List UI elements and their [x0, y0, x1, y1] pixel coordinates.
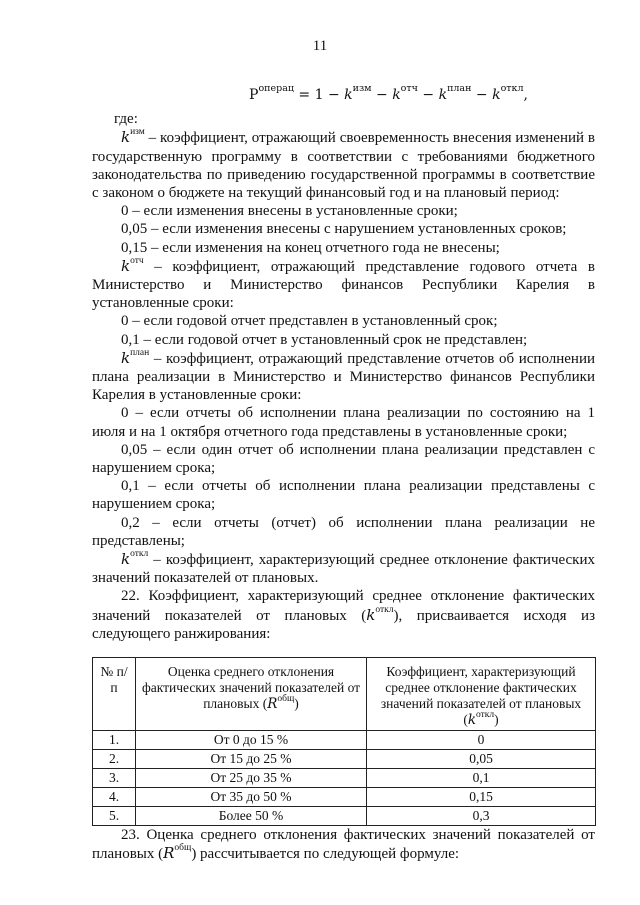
- k-symbol: k: [366, 605, 376, 624]
- formula-operational: [92, 83, 595, 104]
- row-number: 5.: [93, 807, 136, 826]
- formula-minus-2: −: [417, 87, 439, 103]
- row-range: От 35 до 50 %: [136, 788, 367, 807]
- kplan-text: – коэффициент, отражающий представление отчетов об исполнении плана реализации в Министерство и Министерство финансов Республики Карелия в установленные сроки:: [92, 350, 595, 404]
- kplan-value-01: 0,1 – если отчеты об исполнении плана реализации представлены с нарушением срока;: [92, 478, 595, 513]
- formula-end: ,: [523, 87, 528, 103]
- table-row: [93, 807, 596, 826]
- table-header-row: [93, 658, 596, 731]
- kplan-definition: [92, 349, 595, 405]
- kotch-text: – коэффициент, отражающий представление годового отчета в Министерство и Министерство финансов Республики Карелия в установленные сроки:: [92, 258, 595, 312]
- page-number: 11: [312, 38, 328, 54]
- r-symbol: R: [163, 844, 175, 863]
- table-row: [93, 750, 596, 769]
- row-number: 1.: [93, 731, 136, 750]
- header-deviation: Оценка среднего отклонения фактических значений показателей от плановых $(R^{общ})$: [136, 658, 367, 731]
- row-coefficient: 0,15: [367, 788, 596, 807]
- k-symbol: k: [121, 348, 131, 367]
- kotch-value-01: 0,1 – если годовой отчет в установленный срок не представлен;: [121, 331, 528, 348]
- p23-sup: общ: [174, 843, 192, 854]
- row-coefficient: 0: [367, 731, 596, 750]
- p22-text-b: ), присваивается исходя из следующего ранжирования:: [92, 607, 595, 642]
- kizm-sup: изм: [130, 127, 145, 138]
- formula-k4-sup: откл: [500, 83, 524, 95]
- row-number: 2.: [93, 750, 136, 769]
- kplan-sup: план: [130, 347, 150, 358]
- kizm-value-0: 0 – если изменения внесены в установленные сроки;: [121, 203, 458, 220]
- header-coefficient: Коэффициент, характеризующий среднее отклонение фактических значений показателей от плановых $(k^{откл})$: [367, 658, 596, 731]
- row-range: От 25 до 35 %: [136, 769, 367, 788]
- formula-k1-sup: изм: [352, 83, 372, 95]
- formula-left: P: [249, 87, 259, 103]
- r-symbol: R: [267, 696, 278, 713]
- table-row: [93, 788, 596, 807]
- formula-k4: k: [492, 87, 501, 103]
- formula-k3: k: [438, 87, 448, 103]
- kplan-value-005: 0,05 – если один отчет об исполнении плана реализации представлен с нарушением срока;: [92, 441, 595, 477]
- p22-sup: откл: [375, 604, 394, 615]
- kplan-value-02: 0,2 – если отчеты (отчет) об исполнении плана реализации не представлены;: [92, 514, 595, 549]
- kizm-text: – коэффициент, отражающий своевременность внесения изменений в государственную программу в соответствии с требованиями бюджетного законодательства по приведению государственной программы в соответствие с законом о бюджете на текущий финансовый год и на плановый период:: [92, 130, 595, 202]
- kotch-sup: отч: [130, 255, 144, 266]
- paragraph-22: [92, 587, 595, 643]
- k-symbol: k: [121, 550, 131, 569]
- row-coefficient: 0,3: [367, 807, 596, 826]
- formula-minus-3: −: [471, 87, 493, 103]
- kotch-definition: [92, 257, 595, 313]
- p23-text-b: ) рассчитывается по следующей формуле:: [191, 846, 460, 863]
- p22-text-a: 22. Коэффициент, характеризующий среднее отклонение фактических значений показателей от плановых (: [92, 588, 595, 624]
- formula-left-sup: операц: [258, 83, 294, 95]
- formula-minus-1: −: [371, 87, 393, 103]
- kotkl-definition: [92, 550, 595, 587]
- formula-eq: = 1 −: [293, 87, 345, 103]
- kotkl-text: – коэффициент, характеризующий среднее отклонение фактических значений показателей от плановых.: [92, 552, 595, 587]
- k-symbol: k: [121, 128, 131, 147]
- row-range: От 15 до 25 %: [136, 750, 367, 769]
- where-label: где:: [114, 111, 138, 128]
- row-number: 3.: [93, 769, 136, 788]
- row-range: Более 50 %: [136, 807, 367, 826]
- formula-k3-sup: план: [447, 83, 472, 95]
- formula-k1: k: [344, 87, 353, 103]
- formula-k2: k: [392, 87, 401, 103]
- kizm-definition: [92, 128, 595, 202]
- kizm-value-005: 0,05 – если изменения внесены с нарушением установленных сроков;: [121, 221, 567, 238]
- table-row: [93, 769, 596, 788]
- ranking-table: [92, 657, 596, 826]
- row-number: 4.: [93, 788, 136, 807]
- paragraph-23: [92, 826, 595, 863]
- row-coefficient: 0,05: [367, 750, 596, 769]
- k-symbol: k: [121, 256, 131, 275]
- kizm-value-015: 0,15 – если изменения на конец отчетного года не внесены;: [121, 239, 500, 256]
- document-body: [92, 83, 595, 864]
- kplan-value-0: 0 – если отчеты об исполнении плана реализации по состоянию на 1 июля и на 1 октября отчетного года представлены в установленные сроки;: [92, 405, 595, 440]
- table-row: [93, 731, 596, 750]
- formula-k2-sup: отч: [400, 83, 418, 95]
- p23-text-a: 23. Оценка среднего отклонения фактических значений показателей от плановых (: [92, 827, 595, 863]
- kotch-value-0: 0 – если годовой отчет представлен в установленный срок;: [121, 313, 498, 330]
- row-coefficient: 0,1: [367, 769, 596, 788]
- header-number: № п/п: [93, 658, 136, 731]
- k-symbol: k: [467, 712, 477, 729]
- kotkl-sup: откл: [130, 549, 149, 560]
- row-range: От 0 до 15 %: [136, 731, 367, 750]
